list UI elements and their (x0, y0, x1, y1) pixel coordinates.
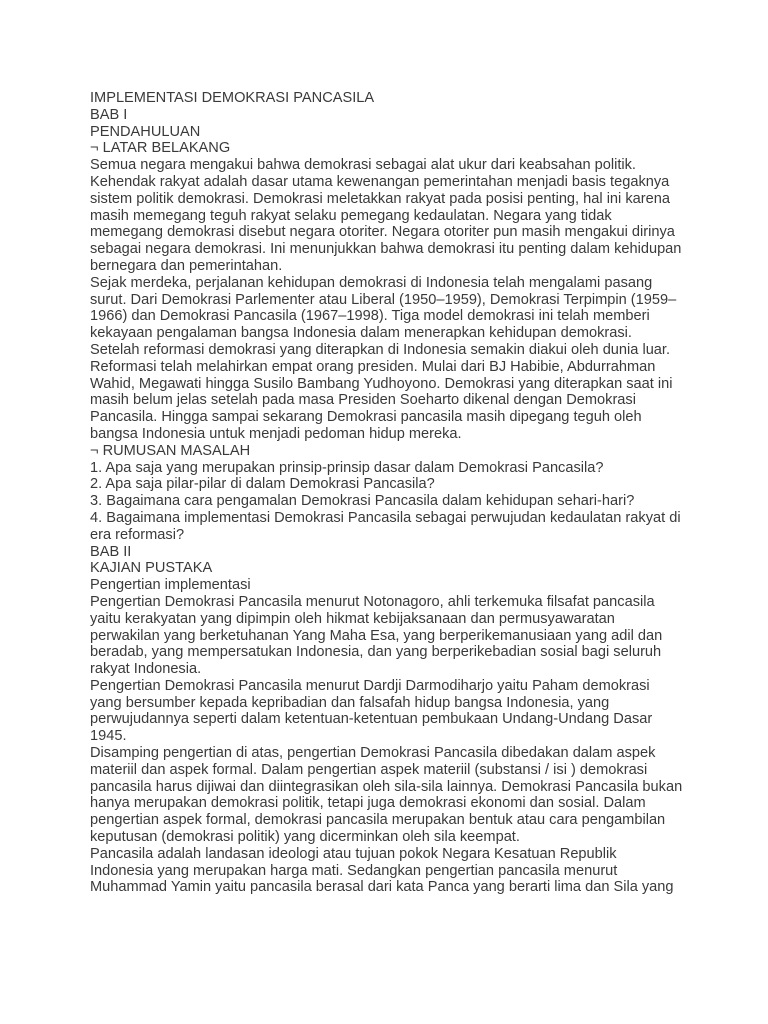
text-line: 1. Apa saja yang merupakan prinsip-prinsip dasar dalam Demokrasi Pancasila? (90, 459, 604, 476)
text-line: 1966) dan Demokrasi Pancasila (1967–1998). Tiga model demokrasi ini telah memberi (90, 308, 650, 325)
text-line: Reformasi telah melahirkan empat orang presiden. Mulai dari BJ Habibie, Abdurrahman (90, 358, 656, 375)
text-line: Pengertian Demokrasi Pancasila menurut Dardji Darmodiharjo yaitu Paham demokrasi (90, 677, 650, 694)
text-line: yang bersumber kepada kepribadian dan falsafah hidup bangsa Indonesia, yang (90, 694, 610, 711)
text-line: Disamping pengertian di atas, pengertian Demokrasi Pancasila dibedakan dalam aspek (90, 745, 656, 762)
text-line: ¬ LATAR BELAKANG (90, 140, 231, 157)
text-line: bernegara dan pemerintahan. (90, 257, 283, 274)
text-line: ¬ RUMUSAN MASALAH (90, 442, 251, 459)
text-line: Semua negara mengakui bahwa demokrasi sebagai alat ukur dari keabsahan politik. (90, 157, 636, 174)
text-line: beradab, yang mempersatukan Indonesia, dan yang berperikebadian sosial bagi seluruh (90, 644, 662, 661)
text-line: keputusan (demokrasi politik) yang dicerminkan oleh sila keempat. (90, 829, 520, 846)
text-line: Sejak merdeka, perjalanan kehidupan demokrasi di Indonesia telah mengalami pasang (90, 274, 653, 291)
document-page (90, 90, 690, 896)
text-line: Pengertian implementasi (90, 577, 251, 594)
text-line: hanya merupakan demokrasi politik, tetapi juga demokrasi ekonomi dan sosial. Dalam (90, 795, 646, 812)
text-line: masih belum jelas setelah pada masa Presiden Soeharto dikenal dengan Demokrasi (90, 392, 636, 409)
text-line: Kehendak rakyat adalah dasar utama kewenangan pemerintahan menjadi basis tegaknya (90, 173, 670, 190)
text-line: Muhammad Yamin yaitu pancasila berasal dari kata Panca yang berarti lima dan Sila yang (90, 879, 674, 896)
text-line: 3. Bagaimana cara pengamalan Demokrasi Pancasila dalam kehidupan sehari-hari? (90, 493, 635, 510)
text-line: kekayaan pengalaman bangsa Indonesia dalam menerapkan kehidupan demokrasi. (90, 325, 632, 342)
text-line: bangsa Indonesia untuk menjadi pedoman hidup mereka. (90, 425, 462, 442)
text-line: Pancasila. Hingga sampai sekarang Demokrasi pancasila masih dipegang teguh oleh (90, 409, 642, 426)
text-line: sistem politik demokrasi. Demokrasi meletakkan rakyat pada posisi penting, hal ini karena (90, 190, 670, 207)
text-line: masih memegang teguh rakyat selaku pemegang kedaulatan. Negara yang tidak (90, 207, 612, 224)
text-line: rakyat Indonesia. (90, 661, 202, 678)
text-line: Pancasila adalah landasan ideologi atau tujuan pokok Negara Kesatuan Republik (90, 845, 617, 862)
text-line: era reformasi? (90, 526, 185, 543)
text-line: BAB II (90, 543, 132, 560)
text-line: Indonesia yang merupakan harga mati. Sedangkan pengertian pancasila menurut (90, 862, 618, 879)
text-line: IMPLEMENTASI DEMOKRASI PANCASILA (90, 90, 375, 106)
text-line: 2. Apa saja pilar-pilar di dalam Demokrasi Pancasila? (90, 476, 435, 493)
text-line: 4. Bagaimana implementasi Demokrasi Pancasila sebagai perwujudan kedaulatan rakyat di (90, 509, 681, 526)
text-line: perwakilan yang berketuhanan Yang Maha Esa, yang berperikemanusiaan yang adil dan (90, 627, 663, 644)
text-line: surut. Dari Demokrasi Parlementer atau Liberal (1950–1959), Demokrasi Terpimpin (1959– (90, 291, 677, 308)
text-line: Pengertian Demokrasi Pancasila menurut Notonagoro, ahli terkemuka filsafat pancasila (90, 593, 655, 610)
text-line: Wahid, Megawati hingga Susilo Bambang Yudhoyono. Demokrasi yang diterapkan saat ini (90, 375, 673, 392)
text-line: KAJIAN PUSTAKA (90, 560, 213, 577)
text-line: PENDAHULUAN (90, 123, 201, 140)
text-line: pengertian aspek formal, demokrasi pancasila merupakan bentuk atau cara pengambilan (90, 812, 666, 829)
text-line: sebagai negara demokrasi. Ini menunjukkan bahwa demokrasi itu penting dalam kehidupan (90, 241, 682, 258)
text-line: 1945. (90, 728, 127, 745)
text-line: BAB I (90, 106, 128, 123)
text-line: perwujudannya seperti dalam ketentuan-ketentuan pembukaan Undang-Undang Dasar (90, 711, 653, 728)
text-line: materiil dan aspek formal. Dalam pengertian aspek materiil (substansi / isi ) demokrasi (90, 761, 648, 778)
text-line: Setelah reformasi demokrasi yang diterapkan di Indonesia semakin diakui oleh dunia luar. (90, 341, 671, 358)
text-line: memegang demokrasi disebut negara otoriter. Negara otoriter pun masih mengakui dirinya (90, 224, 675, 241)
text-line: yaitu kerakyatan yang dipimpin oleh hikmat kebijaksanaan dan permusyawaratan (90, 610, 615, 627)
text-line: pancasila harus dijiwai dan diintegrasikan oleh sila-sila lainnya. Demokrasi Pancasila bukan (90, 778, 683, 795)
